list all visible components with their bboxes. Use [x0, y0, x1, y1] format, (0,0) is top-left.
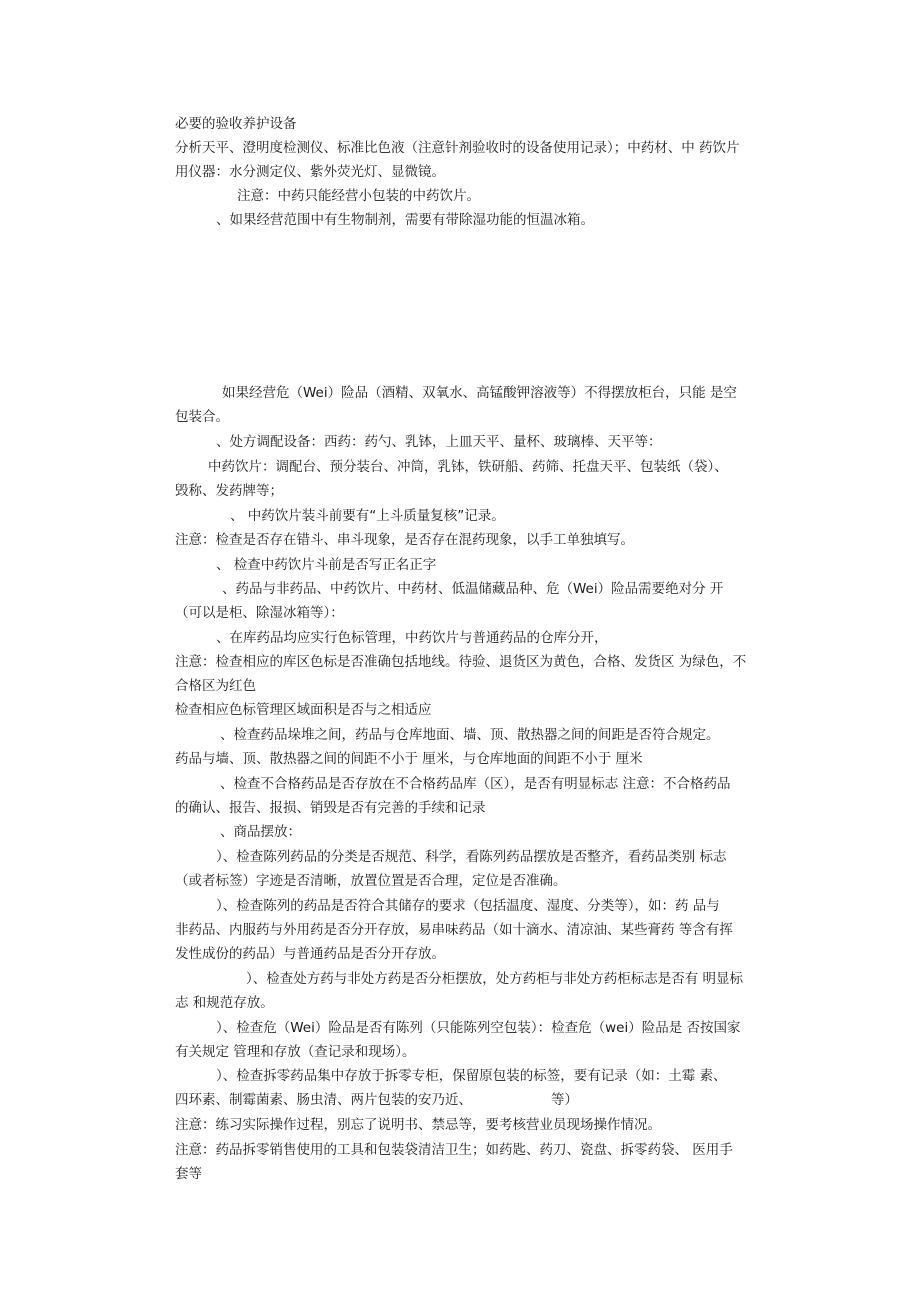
note-line: 注意：检查相应的库区色标是否准确包括地线。待验、退货区为黄色，合格、发货区 为绿色，不 — [175, 654, 747, 670]
list-item: ）、检查处方药与非处方药是否分柜摆放，处方药柜与非处方药柜标志是否有 明显标 — [246, 971, 744, 987]
body-line: 、检查药品垛堆之间，药品与仓库地面、墙、顶、散热器之间的间距是否符合规定。 — [220, 727, 720, 743]
body-line: 发性成份的药品）与普通药品是否分开存放。 — [175, 946, 445, 962]
body-line: （可以是柜、除湿冰箱等）： — [175, 605, 344, 621]
list-item: ）、检查危（Wei）险品是否有陈列（只能陈列空包装）：检查危（wei）险品是 否按国家 — [216, 1020, 741, 1036]
note-line: 注意：检查是否存在错斗、串斗现象，是否存在混药现象，以手工单独填写。 — [175, 532, 634, 548]
note-line: 注意：练习实际操作过程，别忘了说明书、禁忌等，要考核营业员现场操作情况。 — [175, 1117, 661, 1133]
list-item: ）、检查陈列的药品是否符合其储存的要求（包括温度、湿度、分类等），如：药 品与 — [216, 898, 720, 914]
note-line: 注意：药品拆零销售使用的工具和包装袋清洁卫生；如药匙、药刀、瓷盘、拆零药袋、 医用手 — [175, 1142, 733, 1158]
body-line: 、检查不合格药品是否存放在不合格药品库（区），是否有明显标志 注意：不合格药品 — [220, 776, 731, 792]
body-line: 非药品、内服药与外用药是否分开存放，易串味药品（如十滴水、清凉油、某些膏药 等含有挥 — [175, 922, 733, 938]
body-line: 、如果经营范围中有生物制剂，需要有带除湿功能的恒温冰箱。 — [216, 212, 594, 228]
body-line: 套等 — [175, 1166, 202, 1182]
body-line: 用仪器：水分测定仪、紫外荧光灯、显微镜。 — [175, 164, 445, 180]
body-line: 、药品与非药品、中药饮片、中药材、低温储藏品种、危（Wei）险品需要绝对分 开 — [222, 581, 724, 597]
section-heading: 必要的验收养护设备 — [175, 116, 297, 132]
body-line: 、处方调配设备：西药：药勺、乳钵，上皿天平、量杯、玻璃棒、天平等： — [216, 434, 662, 450]
note-line: 注意：中药只能经营小包装的中药饮片。 — [237, 188, 480, 204]
body-line: 如果经营危（Wei）险品（酒精、双氧水、高锰酸钾溶液等）不得摆放柜台，只能 是空 — [222, 385, 737, 401]
body-line: 等） — [551, 1092, 578, 1108]
body-line: 包装合。 — [175, 409, 229, 425]
body-line: （或者标签）字迹是否清晰，放置位置是否合理，定位是否准确。 — [175, 873, 567, 889]
body-line: 的确认、报告、报损、销毁是否有完善的手续和记录 — [175, 800, 486, 816]
body-line: 志 和规范存放。 — [175, 995, 274, 1011]
body-line: 中药饮片：调配台、预分装台、冲筒，乳钵，铁研船、药筛、托盘天平、包装纸（袋）、 — [208, 459, 728, 475]
body-line: 、 中药饮片装斗前要有“上斗质量复核”记录。 — [230, 508, 505, 524]
body-line: 检查相应色标管理区域面积是否与之相适应 — [175, 702, 432, 718]
body-line: 有关规定 管理和存放（查记录和现场）。 — [175, 1044, 416, 1060]
body-line: 四环素、制霉菌素、肠虫清、两片包装的安乃近、 — [175, 1092, 472, 1108]
list-item: ）、检查拆零药品集中存放于拆零专柜，保留原包装的标签，要有记录（如：土霉 素、 — [216, 1068, 727, 1084]
body-line: 、在库药品均应实行色标管理，中药饮片与普通药品的仓库分开， — [216, 630, 608, 646]
body-line: 、商品摆放： — [220, 824, 301, 840]
body-line: 分析天平、澄明度检测仪、标准比色液（注意针剂验收时的设备使用记录）；中药材、中 药饮片 — [175, 140, 740, 156]
body-line: 、 检查中药饮片斗前是否写正名正字 — [216, 557, 437, 573]
body-line: 药品与墙、顶、散热器之间的间距不小于 厘米，与仓库地面的间距不小于 厘米 — [175, 751, 643, 767]
list-item: ）、检查陈列药品的分类是否规范、科学，看陈列药品摆放是否整齐，看药品类别 标志 — [216, 849, 727, 865]
body-line: 毁称、发药牌等； — [175, 483, 283, 499]
body-line: 合格区为红色 — [175, 678, 256, 694]
